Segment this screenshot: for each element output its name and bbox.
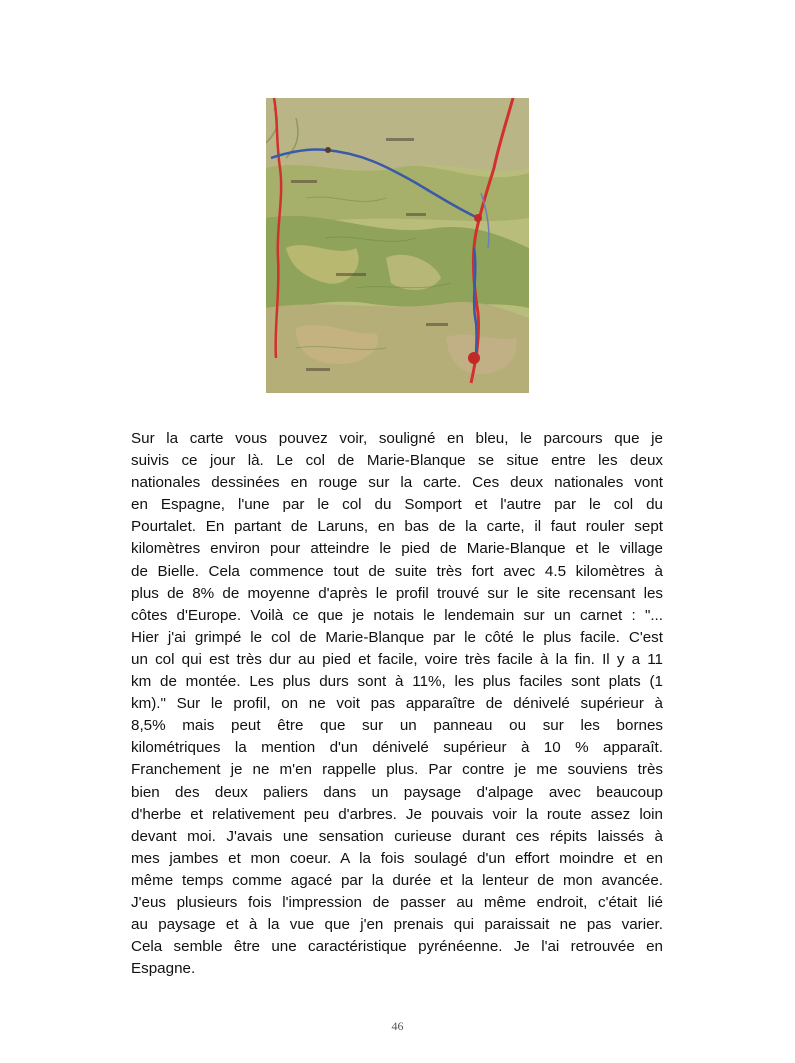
paragraph-line: un col qui est très dur au pied et facile, voire très facile à la fin. Il y a 11	[131, 650, 663, 668]
paragraph-line: Hier j'ai grimpé le col de Marie-Blanque par le côté le plus facile. C'est	[131, 628, 663, 646]
paragraph-line: Espagne.	[131, 960, 196, 978]
paragraph-line: suivis ce jour là. Le col de Marie-Blanque se situe entre les deux	[131, 452, 663, 470]
paragraph-line: même temps comme agacé par la durée et la lenteur de mon avancée.	[131, 871, 663, 889]
page-number: 46	[391, 1019, 404, 1033]
paragraph-line: d'herbe et relativement peu d'arbres. Je pouvais voir la route assez loin	[131, 805, 663, 823]
paragraph-line: Pourtalet. En partant de Laruns, en bas de la carte, il faut rouler sept	[131, 518, 663, 536]
paragraph-line: en Espagne, l'une par le col du Somport et l'autre par le col du	[131, 496, 663, 514]
paragraph-line: Cela semble être une caractéristique pyrénéenne. Je l'ai retrouvée en	[131, 938, 663, 956]
paragraph-line: de Bielle. Cela commence tout de suite très fort avec 4.5 kilomètres à	[131, 562, 663, 580]
map-image	[266, 98, 529, 393]
paragraph-line: devant moi. J'avais une sensation curieuse durant ces répits laissés à	[131, 827, 663, 845]
paragraph-line: km)." Sur le profil, on ne voit pas apparaître de dénivelé supérieur à	[131, 695, 663, 713]
map-village-bielle	[474, 214, 482, 222]
paragraph-line: côtes d'Europe. Voilà ce que je notais le lendemain sur un carnet : "...	[131, 606, 663, 624]
paragraph-line: bien des deux paliers dans un paysage d'alpage avec beaucoup	[131, 783, 663, 801]
paragraph-line: km de montée. Les plus durs sont à 11%, les plus faciles sont plats (1	[131, 673, 663, 691]
map-photo	[266, 98, 529, 393]
map-col-marker	[325, 147, 331, 153]
paragraph-line: kilomètres environ pour atteindre le pied de Marie-Blanque et le village	[131, 540, 663, 558]
paragraph-line: Sur la carte vous pouvez voir, souligné en bleu, le parcours que je	[131, 430, 663, 447]
paragraph-line: au paysage et à la vue que j'en prenais qui paraissait ne pas varier.	[131, 916, 663, 934]
paragraph-line: kilométriques la mention d'un dénivelé supérieur à 10 % apparaît.	[131, 739, 663, 757]
paragraph-line: plus de 8% de moyenne d'après le profil trouvé sur le site recensant les	[131, 584, 663, 602]
paragraph-line: nationales dessinées en rouge sur la carte. Ces deux nationales vont	[131, 474, 663, 492]
map-upper-valley	[266, 98, 529, 173]
map-town-laruns	[468, 352, 480, 364]
paragraph-line: 8,5% mais peut être que sur un panneau ou sur les bornes	[131, 717, 663, 735]
paragraph-line: mes jambes et mon coeur. A la fois soulagé d'un effort moindre et en	[131, 849, 663, 867]
paragraph-line: J'eus plusieurs fois l'impression de passer au même endroit, c'était lié	[131, 893, 663, 911]
paragraph-line: Franchement je ne m'en rappelle plus. Par contre je me souviens très	[131, 761, 663, 779]
body-paragraph	[131, 428, 663, 980]
